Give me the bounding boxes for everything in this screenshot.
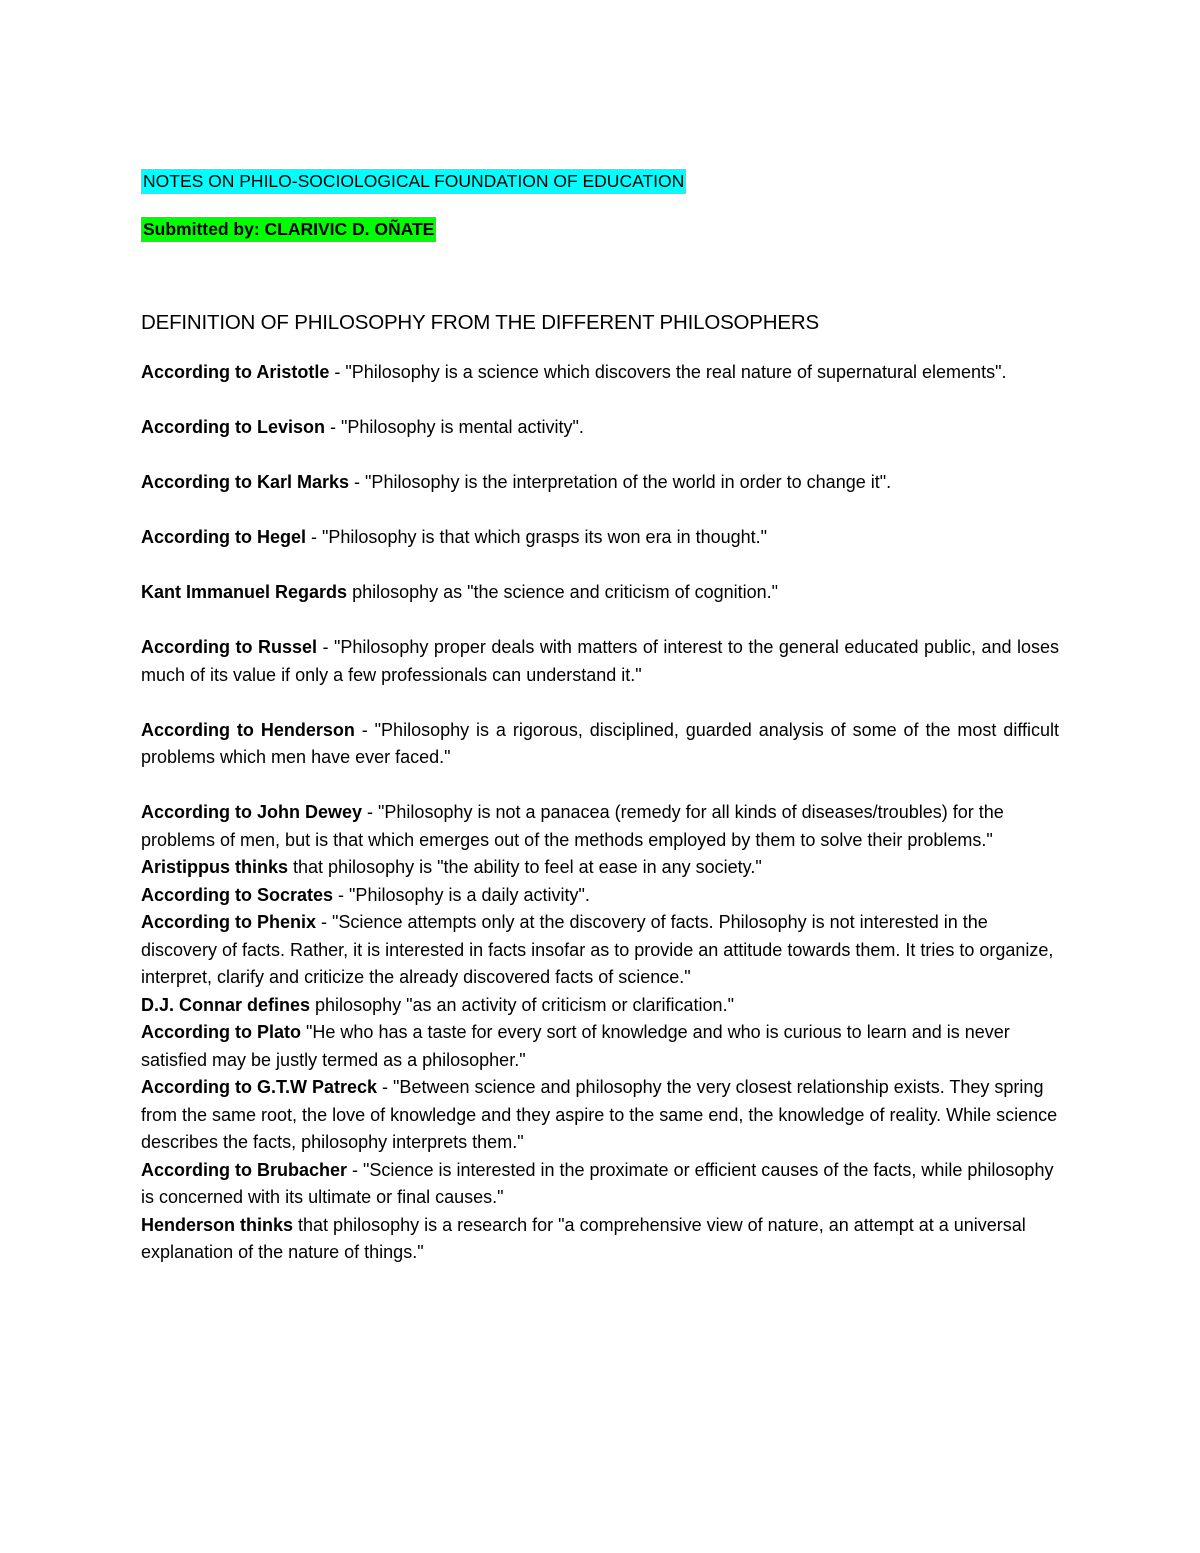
- entry-lead: Aristippus thinks: [141, 857, 289, 877]
- definition-entry: [141, 1212, 1059, 1267]
- entry-lead: According to G.T.W Patreck: [141, 1077, 378, 1097]
- entry-lead: According to Hegel: [141, 527, 307, 547]
- section-heading: DEFINITION OF PHILOSOPHY FROM THE DIFFERENT PHILOSOPHERS: [141, 311, 819, 334]
- entry-lead: According to Russel: [141, 637, 317, 657]
- definition-entry: [141, 1157, 1059, 1212]
- definition-entry: [141, 579, 1059, 607]
- entry-lead: D.J. Connar defines: [141, 994, 311, 1015]
- entry-text: that philosophy is "the ability to feel at ease in any society.": [288, 857, 762, 877]
- definition-entry: [141, 414, 1059, 442]
- entry-text: - "Philosophy is a science which discovers the real nature of supernatural elements".: [329, 362, 1007, 382]
- definition-entry: [141, 1019, 1059, 1074]
- entry-lead: According to John Dewey: [141, 802, 363, 822]
- definition-entry: [141, 909, 1059, 992]
- entry-text: philosophy "as an activity of criticism or clarification.": [310, 994, 734, 1015]
- entry-text: that philosophy is a research for "a comprehensive view of nature, an attempt at a universal explanation of the nature of things.": [141, 1214, 1026, 1262]
- definition-entry: [141, 359, 1059, 387]
- entry-text: - "Philosophy is mental activity".: [325, 417, 584, 437]
- entry-text: - "Philosophy is not a panacea (remedy for all kinds of diseases/troubles) for the problems of men, but is that which emerges out of the methods employed by them to solve their problems.": [141, 802, 1004, 850]
- entry-lead: Henderson thinks: [141, 1214, 294, 1235]
- entry-text: "He who has a taste for every sort of knowledge and who is curious to learn and is never satisfied may be justly termed as a philosopher.": [141, 1022, 1010, 1070]
- entry-lead: According to Socrates: [141, 884, 334, 905]
- definition-entry: [141, 799, 1059, 854]
- entry-lead: According to Plato: [141, 1022, 302, 1042]
- entry-lead: According to Levison: [141, 417, 326, 437]
- entry-text: - "Between science and philosophy the very closest relationship exists. They spring from the same root, the love of knowledge and they aspire to the same end, the knowledge of reality. While science describes the facts, philosophy interprets them.": [141, 1077, 1058, 1152]
- entry-text: - "Science attempts only at the discovery of facts. Philosophy is not interested in the discovery of facts. Rather, it is interested in facts insofar as to provide an attitude towards them. It tries to organize, interpret, clarify and criticize the already discovered facts of science.": [141, 912, 1054, 987]
- definition-entry: [141, 524, 1059, 552]
- entry-lead: Kant Immanuel Regards: [141, 582, 348, 602]
- entry-lead: According to Brubacher: [141, 1159, 348, 1180]
- definition-entry: [141, 717, 1059, 772]
- entry-text: philosophy as "the science and criticism of cognition.": [347, 582, 779, 602]
- entry-lead: According to Henderson: [141, 719, 355, 740]
- document-title: [141, 167, 1059, 195]
- entry-text: - "Philosophy is a daily activity".: [333, 884, 590, 905]
- definition-entry: [141, 992, 1059, 1020]
- definition-entry: [141, 469, 1059, 497]
- submitted-highlight: Submitted by: CLARIVIC D. OÑATE: [141, 217, 436, 242]
- entry-text: - "Philosophy is the interpretation of the world in order to change it".: [349, 472, 892, 492]
- entry-text: - "Philosophy proper deals with matters of interest to the general educated public, and loses much of its value if only a few professionals can understand it.": [141, 637, 1060, 685]
- document-page: [141, 167, 1059, 1267]
- entry-lead: According to Phenix: [141, 912, 317, 932]
- definition-entry: [141, 1074, 1059, 1157]
- entry-text: - "Philosophy is a rigorous, disciplined, guarded analysis of some of the most difficult problems which men have ever faced.": [141, 719, 1059, 767]
- entry-lead: According to Karl Marks: [141, 472, 350, 492]
- definition-entry: [141, 882, 1059, 910]
- definition-entry: [141, 634, 1059, 689]
- title-highlight: NOTES ON PHILO-SOCIOLOGICAL FOUNDATION OF EDUCATION: [141, 169, 686, 194]
- definition-entry: [141, 854, 1059, 882]
- entry-lead: According to Aristotle: [141, 362, 330, 382]
- entry-text: - "Philosophy is that which grasps its won era in thought.": [306, 527, 768, 547]
- definitions-list: [141, 359, 1059, 1267]
- submitted-by: [141, 215, 1059, 243]
- entry-text: - "Science is interested in the proximate or efficient causes of the facts, while philosophy is concerned with its ultimate or final causes.": [141, 1159, 1054, 1207]
